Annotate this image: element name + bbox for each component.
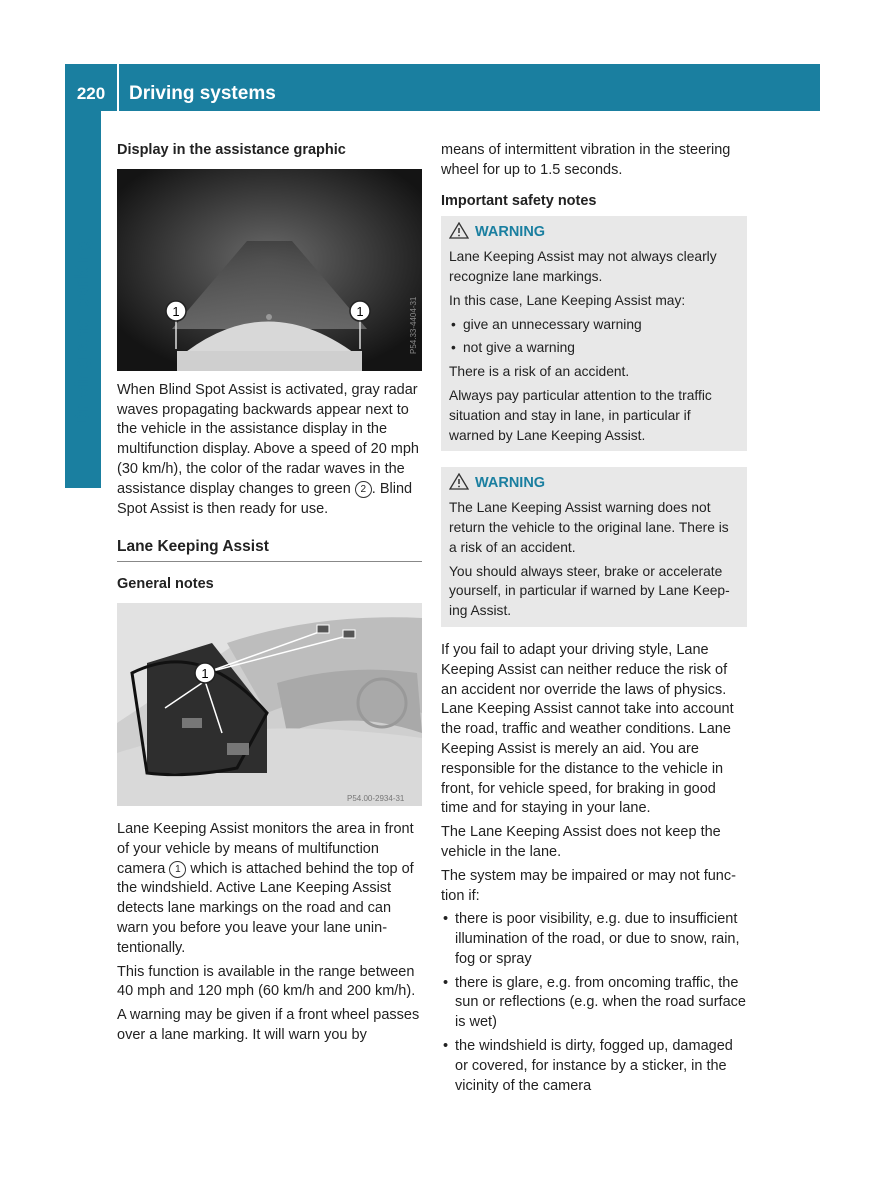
warning-1-header	[449, 222, 739, 243]
chapter-tab-label: Driving and parking	[71, 238, 94, 426]
lka-text-a: Lane Keeping Assist monitors the area in front of your vehicle by means of multifunction camera	[117, 820, 414, 877]
callout-1-camera	[195, 663, 215, 683]
lka-text-b: which is attached behind the top of the windshield. Active Lane Keeping Assist detects lane markings on the road and can warn you before you leave your lane unintentionally.	[117, 860, 414, 956]
page-number: 220	[76, 84, 106, 103]
lka-paragraph	[117, 820, 422, 959]
safety-heading: Important safety notes	[441, 192, 597, 209]
blind-spot-text-a: When Blind Spot Assist is activated, gray radar waves propagating backwards appear next to the vehicle in the assistance display in the multifunction display. Above a speed of 20 mph (30 km/h), the color of the radar waves in the assistance display changes to green	[117, 381, 420, 497]
warning-given-paragraph: A warning may be given if a front wheel passes over a lane marking. It will warn you by	[117, 1007, 420, 1043]
range-paragraph: This function is available in the range between 40 mph and 120 mph (60 km/h and 200 km/h).	[117, 963, 416, 1000]
warning-1-list	[449, 315, 739, 359]
blind-spot-text-b: . Blind Spot Assist is then ready for use.	[117, 480, 413, 517]
callout-2-inline: 2	[355, 481, 372, 498]
warning-2-label: WARNING	[475, 475, 546, 492]
driving-style-paragraph: If you fail to adapt your driving style, Lane Keeping Assist can neither reduce the risk of an accident nor override the laws of physics. Lane Keeping Assist cannot take into account the road, traffic and weather conditions. Lane Keeping Assist is merely an aid. You are responsible for the distance to the vehicle in front, for vehicle speed, for braking in good time and for staying in your lane.	[441, 641, 734, 817]
list-item: • there is poor visibility, e.g. due to insufficient illumination of the road, or due to snow, rain, fog or spray	[441, 910, 747, 969]
chapter-tab	[64, 225, 102, 440]
list-item: • the windshield is dirty, fogged up, damaged or covered, for instance by a sticker, in the vicinity of the camera	[441, 1037, 747, 1096]
callout-1-right-text: 1	[356, 303, 364, 319]
right-column	[441, 141, 747, 1100]
warning-1-p1: Lane Keeping Assist may not always clearly recognize lane markings.	[449, 249, 717, 284]
callout-1-right	[350, 301, 370, 321]
not-keep-lane-paragraph: The Lane Keeping Assist does not keep the vehicle in the lane.	[441, 824, 721, 860]
general-notes-heading: General notes	[117, 576, 214, 593]
section-title: Lane Keeping Assist	[117, 537, 422, 562]
warning-1-p4: Always pay particular attention to the traffic situation and stay in lane, in particular if warned by Lane Keeping Assist.	[449, 387, 712, 443]
continuation-paragraph: means of intermittent vibration in the steering wheel for up to 1.5 seconds.	[441, 142, 731, 178]
callout-1-left-text: 1	[172, 303, 180, 319]
warning-box-1	[441, 216, 747, 451]
list-item: • there is glare, e.g. from oncoming traffic, the sun or reflections (e.g. when the road surface is wet)	[441, 974, 747, 1033]
warning-2-p2: You should always steer, brake or accelerate yourself, in particular if warned by Lane Keeping Assist.	[449, 563, 730, 619]
impairment-list	[441, 910, 747, 1096]
warning-1-label: WARNING	[475, 224, 546, 241]
warning-1-p3: There is a risk of an accident.	[449, 364, 630, 380]
warning-triangle-icon	[449, 222, 469, 239]
list-item: • not give a warning	[449, 338, 739, 358]
impaired-paragraph: The system may be impaired or may not function if:	[441, 867, 736, 904]
warning-2-p1: The Lane Keeping Assist warning does not return the vehicle to the original lane. There is a risk of an accident.	[449, 500, 729, 555]
display-heading: Display in the assistance graphic	[117, 142, 346, 158]
warning-triangle-icon	[449, 473, 469, 490]
page-header	[65, 64, 820, 111]
blind-spot-paragraph	[117, 381, 422, 520]
image2-code: P54.00-2934-31	[347, 793, 405, 803]
list-item: • give an unnecessary warning	[449, 315, 739, 335]
warning-1-p2: In this case, Lane Keeping Assist may:	[449, 292, 686, 308]
warning-2-header	[449, 473, 739, 494]
warning-box-2	[441, 467, 747, 627]
image1-code: P54.33-4404-31	[409, 296, 418, 354]
callout-1-inline: 1	[169, 861, 186, 878]
header-divider	[117, 64, 119, 111]
page-title: Driving systems	[129, 83, 276, 104]
callout-1-camera-text: 1	[201, 665, 209, 681]
assistance-graphic-image	[117, 169, 422, 371]
camera-windshield-image	[117, 603, 422, 806]
left-column	[117, 141, 422, 1050]
callout-1-left	[166, 301, 186, 321]
